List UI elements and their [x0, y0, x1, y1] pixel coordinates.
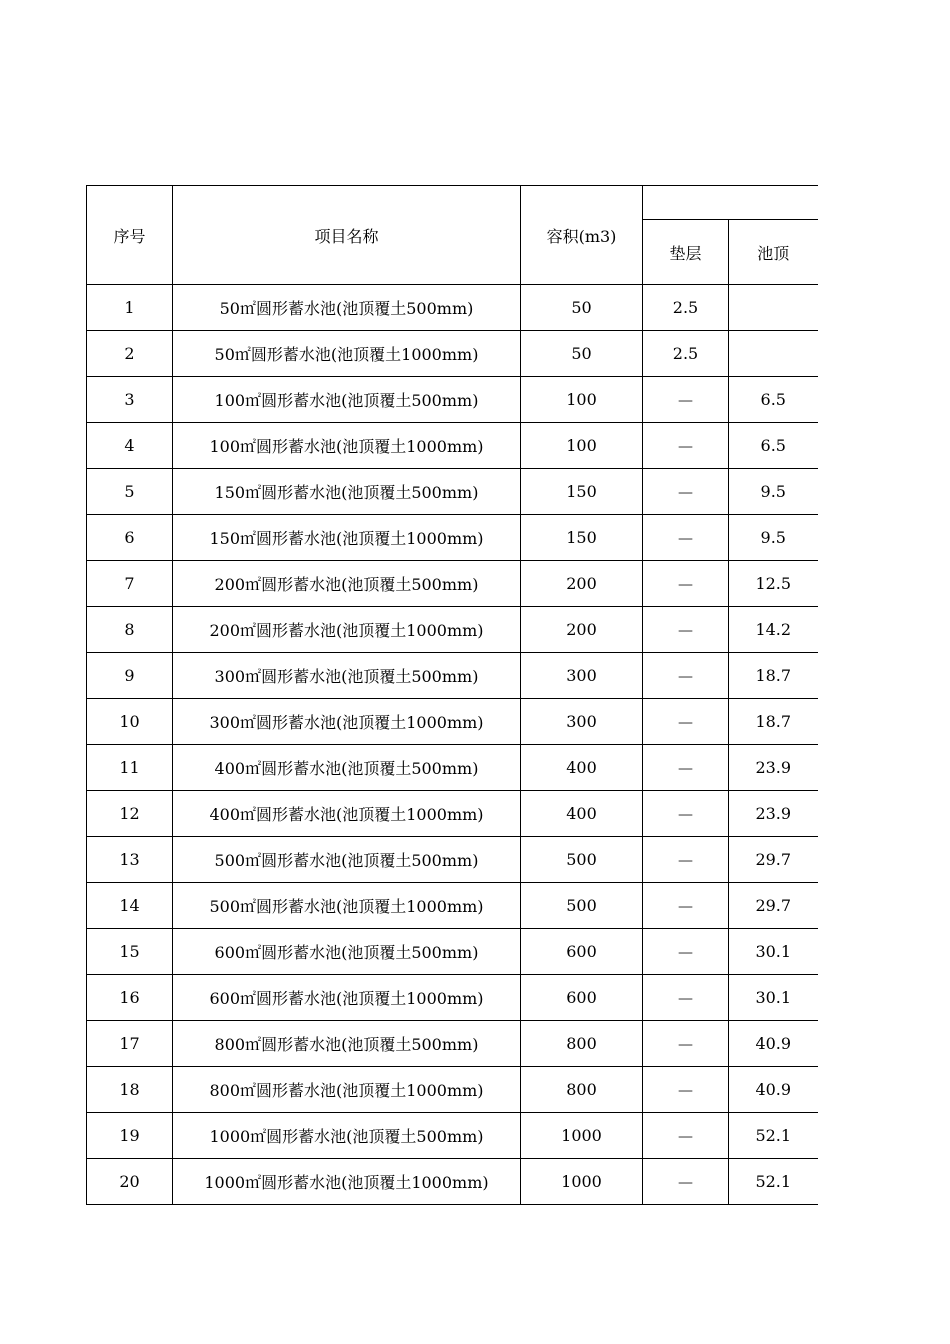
cell-roof: 52.1 — [729, 1159, 818, 1205]
cell-roof: 9.5 — [729, 515, 818, 561]
cell-index: 5 — [87, 469, 173, 515]
cell-index: 6 — [87, 515, 173, 561]
cell-index: 8 — [87, 607, 173, 653]
cell-cushion: — — [643, 1113, 729, 1159]
spreadsheet-sheet — [86, 185, 817, 1205]
cell-volume: 150 — [521, 515, 643, 561]
cell-index: 15 — [87, 929, 173, 975]
cell-roof: 12.5 — [729, 561, 818, 607]
table-row — [87, 653, 818, 699]
cell-volume: 50 — [521, 331, 643, 377]
cell-volume: 800 — [521, 1067, 643, 1113]
header-cushion: 垫层 — [643, 220, 729, 285]
cell-name: 50㎡圆形蓄水池(池顶覆土500mm) — [173, 285, 521, 331]
table-row — [87, 929, 818, 975]
table-row — [87, 1021, 818, 1067]
cell-name: 50㎡圆形蓄水池(池顶覆土1000mm) — [173, 331, 521, 377]
cell-name: 800㎡圆形蓄水池(池顶覆土500mm) — [173, 1021, 521, 1067]
cell-cushion: — — [643, 745, 729, 791]
table-row — [87, 607, 818, 653]
cell-volume: 500 — [521, 883, 643, 929]
table-row — [87, 1067, 818, 1113]
cell-name: 150㎡圆形蓄水池(池顶覆土500mm) — [173, 469, 521, 515]
cell-name: 1000㎡圆形蓄水池(池顶覆土1000mm) — [173, 1159, 521, 1205]
cell-name: 500㎡圆形蓄水池(池顶覆土500mm) — [173, 837, 521, 883]
cell-roof: 6.5 — [729, 377, 818, 423]
table-row — [87, 561, 818, 607]
cell-volume: 400 — [521, 745, 643, 791]
cell-cushion: — — [643, 699, 729, 745]
cell-volume: 600 — [521, 975, 643, 1021]
cell-name: 200㎡圆形蓄水池(池顶覆土500mm) — [173, 561, 521, 607]
cell-name: 400㎡圆形蓄水池(池顶覆土500mm) — [173, 745, 521, 791]
cell-index: 12 — [87, 791, 173, 837]
header-name: 项目名称 — [173, 186, 521, 285]
table-row — [87, 1159, 818, 1205]
cell-volume: 1000 — [521, 1159, 643, 1205]
cell-cushion: 2.5 — [643, 331, 729, 377]
cell-roof: 40.9 — [729, 1067, 818, 1113]
cell-roof — [729, 285, 818, 331]
cell-roof: 29.7 — [729, 837, 818, 883]
table-row — [87, 515, 818, 561]
cell-roof: 52.1 — [729, 1113, 818, 1159]
cell-cushion: 2.5 — [643, 285, 729, 331]
cell-roof: 6.5 — [729, 423, 818, 469]
cell-index: 19 — [87, 1113, 173, 1159]
header-volume: 容积(m3) — [521, 186, 643, 285]
cell-roof: 40.9 — [729, 1021, 818, 1067]
table-row — [87, 377, 818, 423]
table-row — [87, 699, 818, 745]
cell-cushion: — — [643, 1159, 729, 1205]
table-row — [87, 837, 818, 883]
cell-index: 18 — [87, 1067, 173, 1113]
cell-volume: 600 — [521, 929, 643, 975]
cell-volume: 100 — [521, 377, 643, 423]
cell-index: 3 — [87, 377, 173, 423]
cell-cushion: — — [643, 1021, 729, 1067]
cell-index: 2 — [87, 331, 173, 377]
cell-volume: 50 — [521, 285, 643, 331]
cell-index: 17 — [87, 1021, 173, 1067]
table-row — [87, 791, 818, 837]
cell-index: 7 — [87, 561, 173, 607]
cell-cushion: — — [643, 929, 729, 975]
table-row — [87, 423, 818, 469]
cell-cushion: — — [643, 515, 729, 561]
cell-volume: 100 — [521, 423, 643, 469]
header-index: 序号 — [87, 186, 173, 285]
cell-name: 1000㎡圆形蓄水池(池顶覆土500mm) — [173, 1113, 521, 1159]
cell-volume: 800 — [521, 1021, 643, 1067]
cell-volume: 300 — [521, 653, 643, 699]
cell-cushion: — — [643, 607, 729, 653]
cell-index: 1 — [87, 285, 173, 331]
cell-name: 600㎡圆形蓄水池(池顶覆土500mm) — [173, 929, 521, 975]
cell-index: 20 — [87, 1159, 173, 1205]
header-group — [643, 186, 818, 220]
cell-index: 16 — [87, 975, 173, 1021]
header-roof: 池顶 — [729, 220, 818, 285]
cell-name: 500㎡圆形蓄水池(池顶覆土1000mm) — [173, 883, 521, 929]
cell-cushion: — — [643, 791, 729, 837]
cell-index: 11 — [87, 745, 173, 791]
cell-cushion: — — [643, 561, 729, 607]
cell-roof: 18.7 — [729, 699, 818, 745]
cell-name: 600㎡圆形蓄水池(池顶覆土1000mm) — [173, 975, 521, 1021]
cell-cushion: — — [643, 469, 729, 515]
cell-index: 4 — [87, 423, 173, 469]
cell-roof: 30.1 — [729, 975, 818, 1021]
table-row — [87, 1113, 818, 1159]
cell-roof: 30.1 — [729, 929, 818, 975]
cell-roof: 23.9 — [729, 791, 818, 837]
cell-roof: 9.5 — [729, 469, 818, 515]
cell-name: 400㎡圆形蓄水池(池顶覆土1000mm) — [173, 791, 521, 837]
cell-index: 10 — [87, 699, 173, 745]
cell-index: 9 — [87, 653, 173, 699]
cell-roof: 23.9 — [729, 745, 818, 791]
cell-roof: 14.2 — [729, 607, 818, 653]
cell-name: 300㎡圆形蓄水池(池顶覆土500mm) — [173, 653, 521, 699]
cell-name: 100㎡圆形蓄水池(池顶覆土500mm) — [173, 377, 521, 423]
cell-index: 13 — [87, 837, 173, 883]
table-row — [87, 469, 818, 515]
cell-volume: 150 — [521, 469, 643, 515]
cell-volume: 200 — [521, 561, 643, 607]
cell-cushion: — — [643, 883, 729, 929]
cell-roof: 29.7 — [729, 883, 818, 929]
cell-cushion: — — [643, 975, 729, 1021]
cell-roof: 18.7 — [729, 653, 818, 699]
cell-volume: 1000 — [521, 1113, 643, 1159]
table-row — [87, 745, 818, 791]
water-tank-table — [86, 185, 818, 1205]
cell-volume: 500 — [521, 837, 643, 883]
cell-cushion: — — [643, 377, 729, 423]
cell-volume: 200 — [521, 607, 643, 653]
table-row — [87, 883, 818, 929]
cell-name: 100㎡圆形蓄水池(池顶覆土1000mm) — [173, 423, 521, 469]
cell-index: 14 — [87, 883, 173, 929]
cell-name: 800㎡圆形蓄水池(池顶覆土1000mm) — [173, 1067, 521, 1113]
cell-volume: 400 — [521, 791, 643, 837]
cell-cushion: — — [643, 837, 729, 883]
cell-name: 200㎡圆形蓄水池(池顶覆土1000mm) — [173, 607, 521, 653]
table-row — [87, 285, 818, 331]
cell-name: 150㎡圆形蓄水池(池顶覆土1000mm) — [173, 515, 521, 561]
cell-cushion: — — [643, 653, 729, 699]
cell-roof — [729, 331, 818, 377]
table-row — [87, 331, 818, 377]
cell-name: 300㎡圆形蓄水池(池顶覆土1000mm) — [173, 699, 521, 745]
table-row — [87, 975, 818, 1021]
cell-volume: 300 — [521, 699, 643, 745]
cell-cushion: — — [643, 423, 729, 469]
table-body — [87, 285, 818, 1205]
cell-cushion: — — [643, 1067, 729, 1113]
